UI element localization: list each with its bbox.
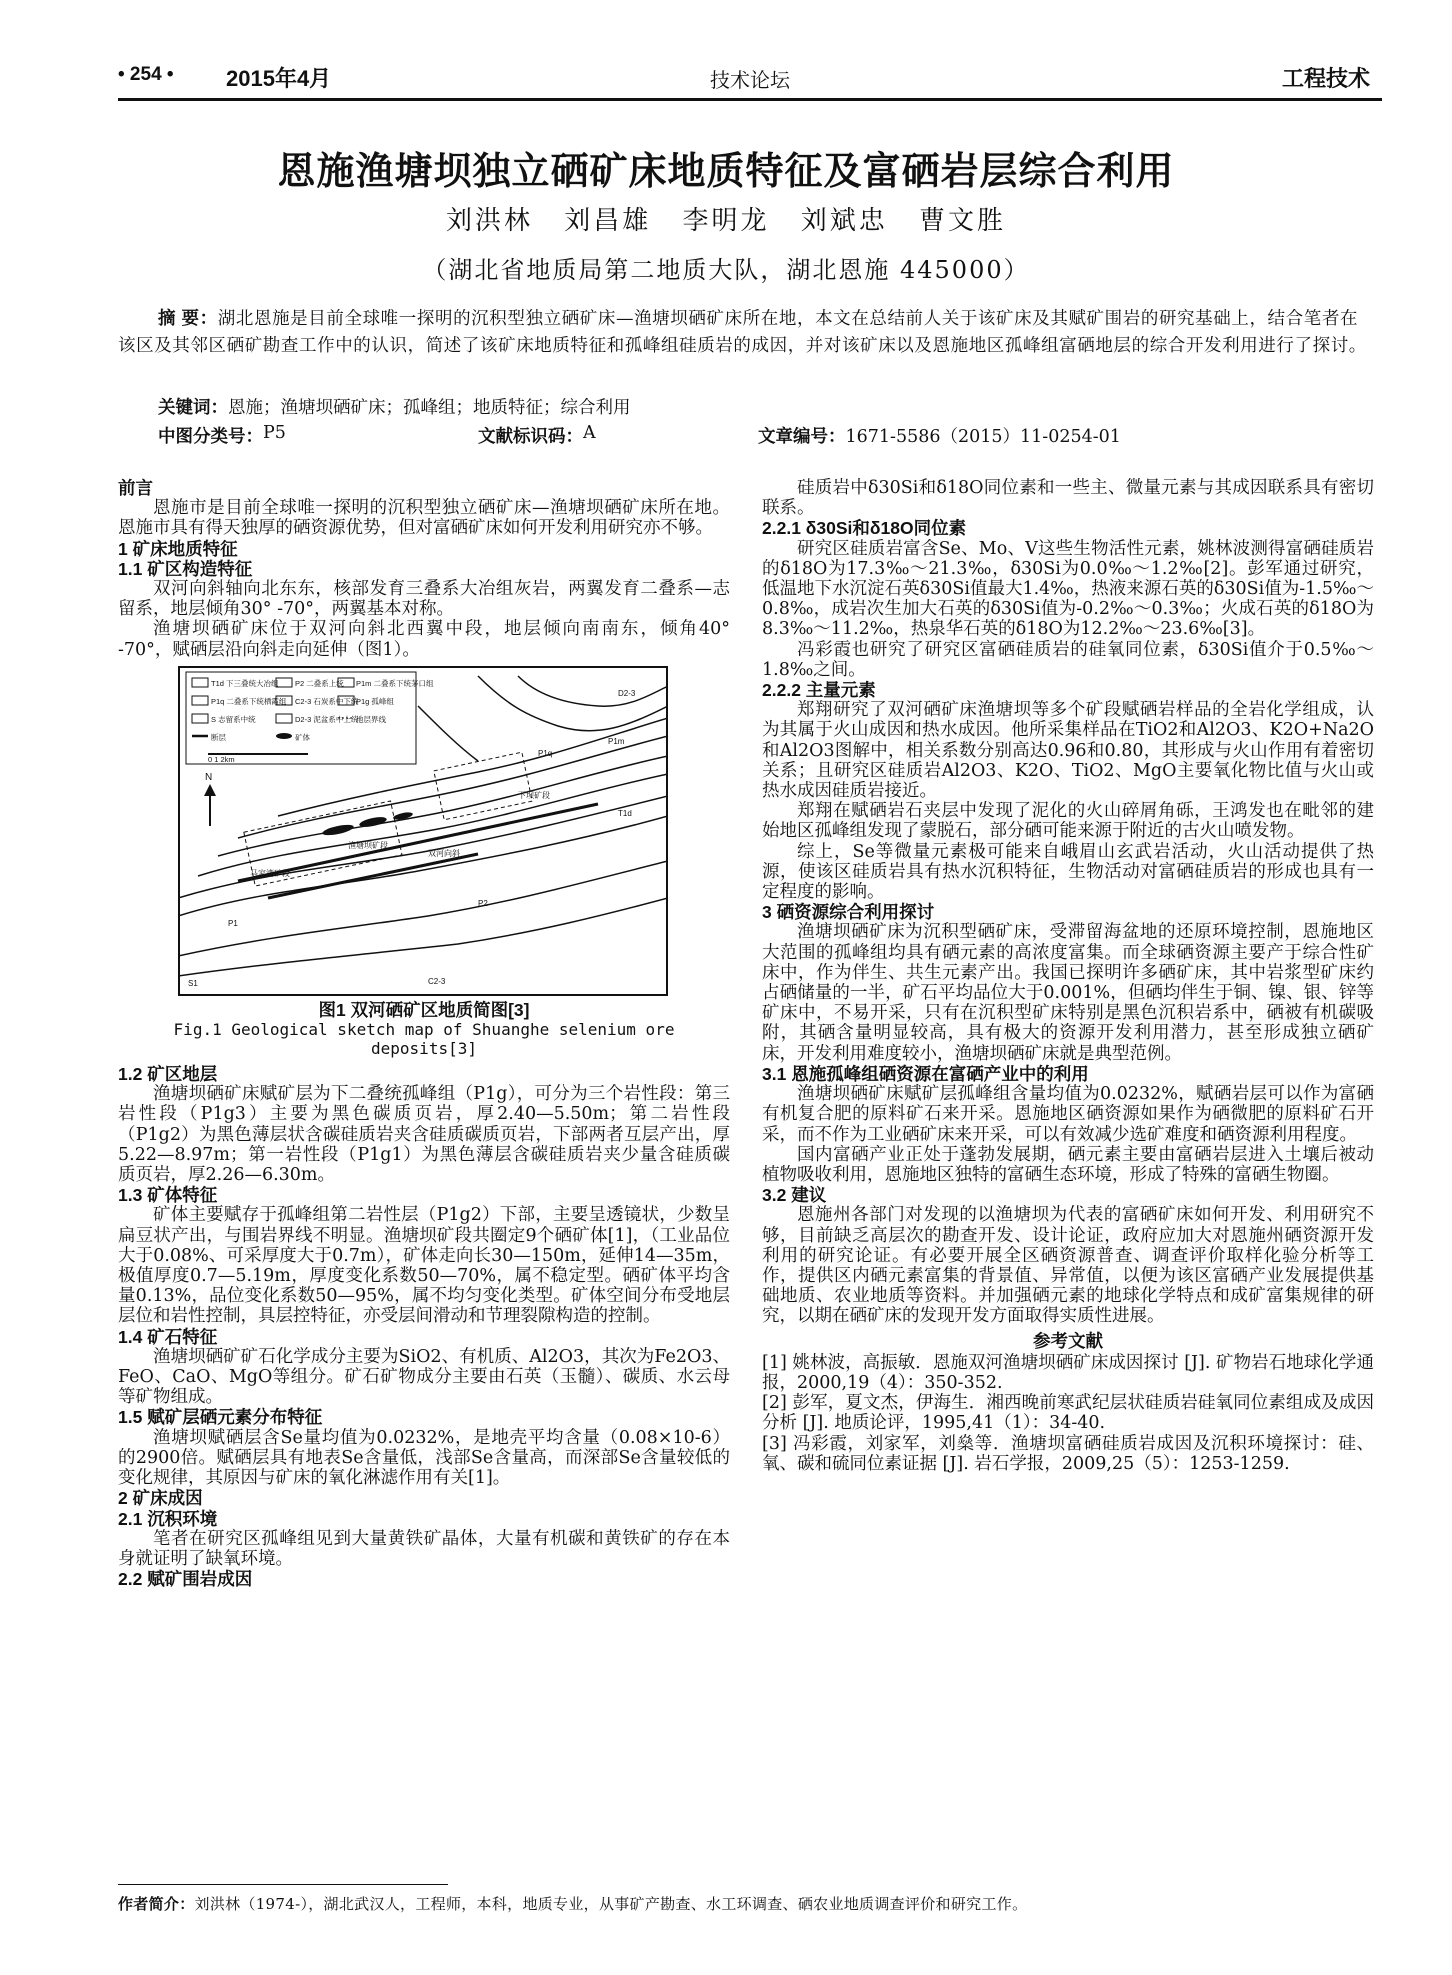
- legend-item-8: 地层界线: [356, 714, 386, 724]
- para-2-2-2c: 综上，Se等微量元素极可能来自峨眉山玄武岩活动，火山活动提供了热源，使该区硅质岩具有热水沉积特征，生物活动对富硒硅质岩的形成也具有一定程度的影响。: [762, 841, 1374, 903]
- para-1-1a: 双河向斜轴向北东东，核部发育三叠系大冶组灰岩，两翼发育二叠系—志留系，地层倾角30° -70°，两翼基本对称。: [118, 579, 730, 620]
- north-arrow-label: N: [205, 771, 213, 783]
- geological-map: [178, 666, 668, 996]
- author-bio: [118, 1893, 1382, 1914]
- para-1-1b: 渔塘坝硒矿床位于双河向斜北西翼中段，地层倾向南南东，倾角40° -70°，赋硒层沿向斜走向延伸（图1）。: [118, 619, 730, 660]
- article-title: 恩施渔塘坝独立硒矿床地质特征及富硒岩层综合利用: [277, 148, 1175, 193]
- reference-3: [3] 冯彩霞，刘家军，刘燊等．渔塘坝富硒硅质岩成因及沉积环境探讨：硅、氧、碳和硫同位素证据 [J]. 岩石学报，2009,25（5）：1253-1259.: [762, 1433, 1374, 1474]
- abstract: [118, 305, 1367, 360]
- affiliation: （湖北省地质局第二地质大队，湖北恩施 445000）: [422, 256, 1030, 284]
- abstract-text: 湖北恩施是目前全球唯一探明的沉积型独立硒矿床—渔塘坝硒矿床所在地，本文在总结前人关于该矿床及其赋矿围岩的研究基础上，结合笔者在该区及其邻区硒矿勘查工作中的认识，简述了该矿床地质特征和孤峰组硅质岩的成因，并对该矿床以及恩施地区孤峰组富硒地层的综合开发利用进行了探讨。: [118, 309, 1367, 356]
- unit-p2: P2: [478, 898, 488, 908]
- figure-caption-en: Fig.1 Geological sketch map of Shuanghe selenium ore deposits[3]: [173, 1020, 675, 1059]
- legend-item-6: S 志留系中统: [211, 714, 256, 724]
- unit-s1: S1: [188, 978, 198, 988]
- heading-2-2-1: 2.2.1 δ30Si和δ18O同位素: [762, 518, 967, 539]
- references-title: 参考文献: [1033, 1330, 1103, 1351]
- scale-bar: 0 1 2km: [208, 754, 235, 764]
- place-majiawan: 马家湾矿段: [250, 868, 290, 878]
- reference-2: [2] 彭军，夏文杰，伊海生．湘西晚前寒武纪层状硅质岩硅氧同位素组成及成因分析 [J]. 地质论评，1995,41（1）：34-40.: [762, 1393, 1374, 1434]
- heading-1-1: 1.1 矿区构造特征: [118, 558, 253, 579]
- keywords-text: 恩施；渔塘坝硒矿床；孤峰组；地质特征；综合利用: [228, 398, 631, 418]
- heading-3: 3 硒资源综合利用探讨: [762, 902, 935, 923]
- authors: 刘洪林 刘昌雄 李明龙 刘斌忠 曹文胜: [445, 206, 1007, 236]
- para-2-2-1a: 研究区硅质岩富含Se、Mo、V这些生物活性元素，姚林波测得富硒硅质岩的δ18O为17.3‰～21.3‰，δ30Si为0.0‰～1.2‰[2]。彭军通过研究，低温地下水沉淀石英δ30Si值最大1.4‰，热液来源石英的δ30Si值为-1.5‰～0.8‰，成岩次生加大石英的δ30Si值为-0.2‰～0.3‰；火成石英的δ18O为8.3‰～11.2‰，热泉华石英的δ18O为12.2‰～23.6‰[3]。: [762, 538, 1374, 640]
- footnote-divider: [118, 1884, 448, 1885]
- legend-item-5: P1g 孤峰组: [356, 696, 394, 706]
- author-bio-text: 刘洪林（1974-），湖北武汉人，工程师，本科，地质专业，从事矿产勘查、水工环调查、硒农业地质调查评价和研究工作。: [194, 1895, 1028, 1913]
- para-1-2: 渔塘坝硒矿床赋矿层为下二叠统孤峰组（P1g），可分为三个岩性段：第三岩性段（P1g3）主要为黑色碳质页岩，厚2.40—5.50m；第二岩性段（P1g2）为黑色薄层状含碳硅质岩夹含硅质碳质页岩，下部两者互层产出，厚5.22—8.97m；第一岩性段（P1g1）为黑色薄层含碳硅质岩夹少量含硅质碳质页岩，厚2.26—6.30m。: [118, 1084, 730, 1186]
- heading-2-1: 2.1 沉积环境: [118, 1508, 218, 1529]
- unit-d23-top: D2-3: [618, 688, 636, 698]
- keywords-label: 关键词：: [158, 397, 228, 417]
- place-shuanghe: 双河向斜: [428, 848, 460, 858]
- clc-label: 中图分类号：: [158, 426, 263, 446]
- abstract-label: 摘 要：: [158, 308, 218, 328]
- figure-caption: 图1 双河硒矿区地质简图[3]: [318, 999, 530, 1020]
- issue-date: 2015年4月: [226, 66, 332, 91]
- legend-item-9: 断层: [211, 732, 226, 742]
- clc-value: P5: [263, 423, 286, 443]
- unit-p1q: P1q: [538, 748, 553, 758]
- para-3-1b: 国内富硒产业正处于蓬勃发展期，硒元素主要由富硒岩层进入土壤后被动植物吸收利用，恩施地区独特的富硒生态环境，形成了特殊的富硒生物圈。: [762, 1144, 1374, 1185]
- legend-item-1: P2 二叠系上统: [295, 678, 344, 688]
- heading-1-2: 1.2 矿区地层: [118, 1064, 218, 1085]
- para-2-2-2a: 郑翔研究了双河硒矿床渔塘坝等多个矿段赋硒岩样品的全岩化学组成，认为其属于火山成因和热水成因。他所采集样品在TiO2和Al2O3、K2O+Na2O和Al2O3图解中，相关系数分别高达0.96和0.80，其形成与火山作用有着密切关系；且研究区硅质岩Al2O3、K2O、TiO2、MgO主要氧化物比值与火山或热水成因硅质岩接近。: [762, 700, 1374, 802]
- unit-t1d: T1d: [618, 808, 632, 818]
- legend-item-4: C2-3 石炭系中下统: [295, 696, 359, 706]
- para-3-1a: 渔塘坝硒矿床赋矿层孤峰组含量均值为0.0232%，赋硒岩层可以作为富硒有机复合肥的原料矿石来开采。恩施地区硒资源如果作为硒微肥的原料矿石开采，而不作为工业硒矿床来开采，可以有效减少选矿难度和硒资源利用程度。: [762, 1084, 1374, 1145]
- heading-2-2-2: 2.2.2 主量元素: [762, 680, 876, 701]
- legend-item-3: P1q 二叠系下统栖霞组: [211, 696, 287, 706]
- doc-value: A: [583, 423, 596, 443]
- art-value: 1671-5586（2015）11-0254-01: [845, 427, 1121, 447]
- heading-1: 1 矿床地质特征: [118, 538, 238, 559]
- para-2-2-cont: 硅质岩中δ30Si和δ18O同位素和一些主、微量元素与其成因联系具有密切联系。: [762, 478, 1374, 519]
- para-3-2: 恩施州各部门对发现的以渔塘坝为代表的富硒矿床如何开发、利用研究不够，目前缺乏高层次的勘查开发、设计论证，政府应加大对恩施州硒资源开发利用的研究论证。有必要开展全区硒资源普查、调查评价取样化验分析等工作，提供区内硒元素富集的背景值、异常值，以便为该区富硒产业发展提供基础地质、农业地质等资料。并加强硒元素的地球化学特点和成矿富集规律的研究，以期在硒矿床的发现开发方面取得实质性进展。: [762, 1205, 1374, 1327]
- section-name: 技术论坛: [710, 68, 790, 92]
- legend-item-0: T1d 下三叠统大冶组: [211, 678, 279, 688]
- para-2-1: 笔者在研究区孤峰组见到大量黄铁矿晶体，大量有机碳和黄铁矿的存在本身就证明了缺氧环境。: [118, 1528, 730, 1569]
- heading-1-4: 1.4 矿石特征: [118, 1326, 218, 1347]
- legend-item-7: D2-3 泥盆系中上统: [295, 714, 359, 724]
- map-svg: [178, 666, 668, 996]
- legend-item-10: 矿体: [295, 732, 310, 742]
- heading-2: 2 矿床成因: [118, 1488, 203, 1509]
- heading-3-2: 3.2 建议: [762, 1185, 827, 1206]
- place-yutangba: 渔塘坝矿段: [348, 840, 388, 850]
- heading-3-1: 3.1 恩施孤峰组硒资源在富硒产业中的利用: [762, 1063, 1089, 1084]
- heading-1-5: 1.5 赋矿层硒元素分布特征: [118, 1407, 323, 1428]
- heading-1-3: 1.3 矿体特征: [118, 1185, 218, 1206]
- page-number: • 254 •: [118, 64, 174, 85]
- para-1-5: 渔塘坝赋硒层含Se量均值为0.0232%，是地壳平均含量（0.08×10-6）的2900倍。赋硒层具有地表Se含量低，浅部Se含量高，而深部Se含量较低的变化规律，其原因与矿床的氧化淋滤作用有关[1]。: [118, 1427, 730, 1489]
- journal-name: 工程技术: [1281, 66, 1370, 91]
- para-1-4: 渔塘坝硒矿矿石化学成分主要为SiO2、有机质、Al2O3，其次为Fe2O3、FeO、CaO、MgO等组分。矿石矿物成分主要由石英（玉髓）、碳质、水云母等矿物组成。: [118, 1346, 730, 1408]
- unit-c23: C2-3: [428, 976, 446, 986]
- keywords: [158, 394, 631, 419]
- heading-preface: 前言: [118, 478, 153, 498]
- legend-item-2: P1m 二叠系下统茅口组: [356, 678, 434, 688]
- para-2-2-2b: 郑翔在赋硒岩石夹层中发现了泥化的火山碎屑角砾，王鸿发也在毗邻的建始地区孤峰组发现了蒙脱石，部分硒可能来源于附近的古火山喷发物。: [762, 801, 1374, 842]
- page-header: [118, 58, 1382, 101]
- heading-2-2: 2.2 赋矿围岩成因: [118, 1569, 253, 1590]
- left-column: [118, 478, 730, 1589]
- unit-p1: P1: [228, 918, 238, 928]
- para-preface: 恩施市是目前全球唯一探明的沉积型独立硒矿床—渔塘坝硒矿床所在地。恩施市具有得天独厚的硒资源优势，但对富硒矿床如何开发利用研究亦不够。: [118, 498, 730, 539]
- doc-label: 文献标识码：: [478, 426, 583, 446]
- art-label: 文章编号：: [758, 426, 846, 446]
- place-xiaba: 下坝矿段: [518, 790, 550, 800]
- author-bio-label: 作者简介：: [118, 1896, 195, 1913]
- para-3: 渔塘坝硒矿床为沉积型硒矿床，受滞留海盆地的还原环境控制，恩施地区大范围的孤峰组均具有硒元素的高浓度富集。而全球硒资源主要产于综合性矿床中，作为伴生、共生元素产出。我国已探明许多硒矿床，其中岩浆型矿床约占硒储量的一半，矿石平均品位大于0.001%，但硒均伴生于铜、镍、银、锌等矿床中，不易开采，只有在沉积型矿床特别是黑色沉积岩系中，硒被有机碳吸附，其硒含量明显较高，具有极大的资源开发利用潜力，甚至形成独立硒矿床，开发利用难度较小，渔塘坝硒矿床就是典型范例。: [762, 922, 1374, 1064]
- unit-p1m: P1m: [608, 736, 625, 746]
- para-2-2-1b: 冯彩霞也研究了研究区富硒硅质岩的硅氧同位素，δ30Si值介于0.5‰～1.8‰之间。: [762, 639, 1374, 680]
- para-1-3: 矿体主要赋存于孤峰组第二岩性层（P1g2）下部，主要呈透镜状，少数呈扁豆状产出，与围岩界线不明显。渔塘坝矿段共圈定9个硒矿体[1]，（工业品位大于0.08%、可采厚度大于0.7m），矿体走向长30—150m，延伸14—35m，极值厚度0.7—5.19m，厚度变化系数50—70%，属不稳定型。硒矿体平均含量0.13%，品位变化系数50—95%，属不均匀变化类型。矿体空间分布受地层层位和岩性控制，具层控特征，亦受层间滑动和节理裂隙构造的控制。: [118, 1205, 730, 1327]
- reference-1: [1] 姚林波，高振敏．恩施双河渔塘坝硒矿床成因探讨 [J]. 矿物岩石地球化学通报，2000,19（4）：350-352.: [762, 1352, 1374, 1393]
- right-column: [762, 478, 1374, 1474]
